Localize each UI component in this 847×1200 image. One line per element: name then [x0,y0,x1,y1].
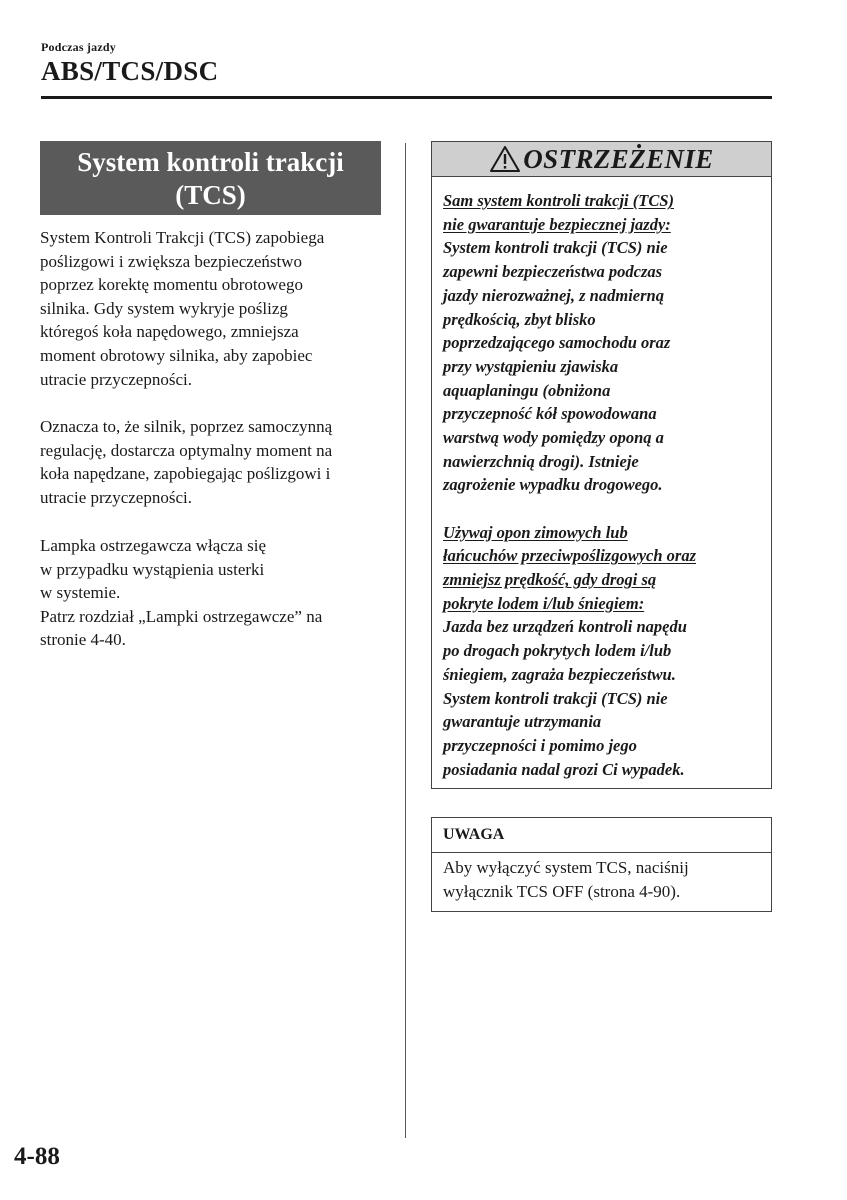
warning-line-underlined: Używaj opon zimowych lub [443,522,628,542]
warning-box [431,141,772,789]
note-line: Aby wyłączyć system TCS, naciśnij [443,858,689,877]
text-line: koła napędzane, zapobiegając poślizgowi i [40,464,331,484]
warning-text [443,189,768,781]
warning-triangle-icon [489,145,521,173]
header-rule [41,96,772,99]
warning-line: prędkością, zbyt blisko [443,309,596,329]
text-line: w przypadku wystąpienia usterki [40,559,265,579]
warning-title: OSTRZEŻENIE [523,143,714,174]
text-line: poprzez korektę momentu obrotowego [40,275,303,295]
warning-line: warstwą wody pomiędzy oponą a [443,428,664,448]
text-line: silnika. Gdy system wykryje poślizg [40,298,288,318]
warning-line: po drogach pokrytych lodem i/lub [443,641,672,661]
warning-line: zapewni bezpieczeństwa podczas [443,262,663,282]
warning-line: jazdy nierozważnej, z nadmierną [443,285,664,305]
warning-line: aquaplaningu (obniżona [443,380,611,400]
body-paragraph-3 [40,534,385,652]
warning-line: poprzedzającego samochodu oraz [443,333,671,353]
warning-line-underlined: nie gwarantuje bezpiecznej jazdy: [443,214,671,234]
warning-line: posiadania nadal grozi Ci wypadek. [443,759,685,779]
text-line: moment obrotowy silnika, aby zapobiec [40,345,313,365]
warning-line-underlined: pokryte lodem i/lub śniegiem: [443,593,645,613]
warning-line: Jazda bez urządzeń kontroli napędu [443,617,687,637]
text-line: w systemie. [40,583,121,603]
warning-line: śniegiem, zagraża bezpieczeństwu. [443,664,676,684]
section-title-line: (TCS) [175,180,246,210]
note-title: UWAGA [432,818,771,853]
section-title-box [40,141,381,215]
note-line: wyłącznik TCS OFF (strona 4-90). [443,881,681,901]
note-box [431,817,772,912]
note-text [443,856,768,903]
body-paragraph-1 [40,226,385,391]
text-line: stronie 4-40. [40,630,126,650]
page-number: 4-88 [14,1143,60,1170]
warning-line: System kontroli trakcji (TCS) nie [443,688,668,708]
text-line: Oznacza to, że silnik, poprzez samoczynną [40,417,333,436]
warning-line: przy wystąpieniu zjawiska [443,356,619,376]
text-line: któregoś koła napędowego, zmniejsza [40,322,299,342]
text-line: Patrz rozdział „Lampki ostrzegawcze” na [40,606,323,626]
section-label: Podczas jazdy [41,40,116,54]
warning-header [432,142,771,177]
text-line: utracie przyczepności. [40,369,192,389]
section-title-line: System kontroli trakcji [77,147,344,177]
warning-line-underlined: Sam system kontroli trakcji (TCS) [443,191,675,210]
body-paragraph-2 [40,415,385,509]
warning-line: przyczepności i pomimo jego [443,735,637,755]
warning-line: System kontroli trakcji (TCS) nie [443,238,668,258]
text-line: regulację, dostarcza optymalny moment na [40,440,333,460]
warning-line-underlined: łańcuchów przeciwpoślizgowych oraz [443,546,697,566]
warning-line: zagrożenie wypadku drogowego. [443,475,663,495]
text-line: utracie przyczepności. [40,487,192,507]
warning-line: gwarantuje utrzymania [443,712,602,732]
warning-line: nawierzchnią drogi). Istnieje [443,451,639,471]
page-title: ABS/TCS/DSC [41,56,219,86]
text-line: Lampka ostrzegawcza włącza się [40,536,267,555]
warning-line-underlined: zmniejsz prędkość, gdy drogi są [443,570,657,590]
warning-line: przyczepność kół spowodowana [443,404,657,424]
column-divider [405,143,406,1138]
text-line: poślizgowi i zwiększa bezpieczeństwo [40,251,302,271]
text-line: System Kontroli Trakcji (TCS) zapobiega [40,228,325,247]
